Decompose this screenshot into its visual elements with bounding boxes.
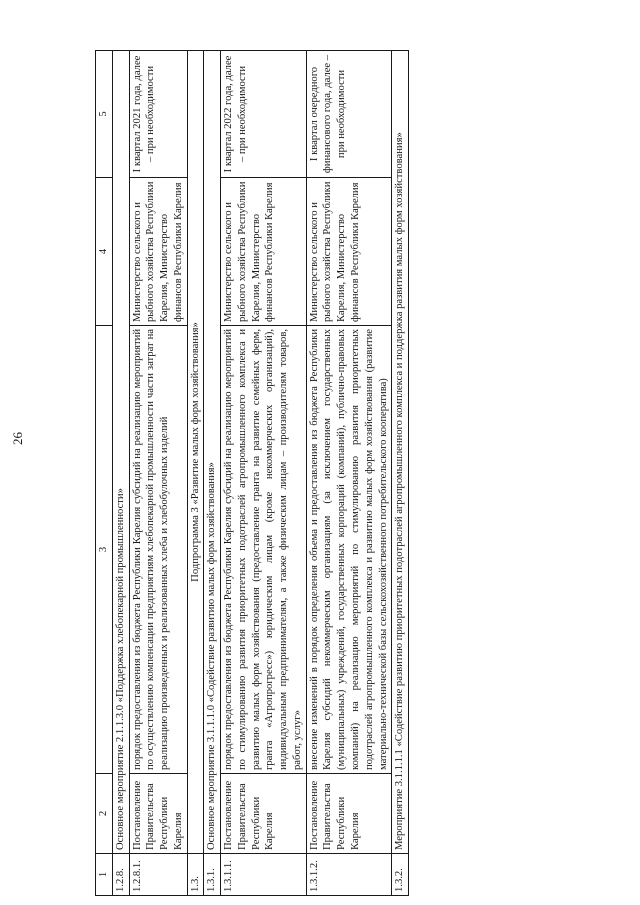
row-number: 1.2.8. [112,854,129,896]
row-number: 1.3.1. [204,854,221,896]
measure-description: порядок предоставления из бюджета Республики Карелия субсидий на реализацию мероприятий по стимулированию развития приоритетных подотраслей агропромышленного комплекса и развитию малых форм хозяйствования (предоставление гранта на развитие семейных ферм, гранта «Агропрогресс») юридическим лицам (кроме некоммерческих организаций), индивидуальным предпринимателям, а также физическим лицам – производителям товаров, работ, услуг» [221,326,307,774]
row-number: 1.3.1.2. [306,854,392,896]
table-row [129,51,187,896]
measure-description: внесение изменений в порядок определения объема и предоставления из бюджета Республики Карелия субсидий некоммерческим организациям (за исключением государственных (муниципальных) учреждений, государственных корпораций (компаний), публично-правовых компаний) на реализацию мероприятий по стимулированию развития приоритетных подотраслей агропромышленного комплекса и развитию малых форм хозяйствования (развитие материально-технической базы сельскохозяйственного потребительского кооператива) [306,326,392,774]
table-row [306,51,392,896]
measures-table [95,50,409,896]
table-row [204,51,221,896]
table-row [392,51,409,896]
document-type: Постановление Правительства Республики Карелия [129,774,187,854]
responsible-executors: Министерство сельского и рыбного хозяйства Республики Карелия, Министерство финансов Республики Карелия [129,178,187,326]
table-row [112,51,129,896]
page-number: 26 [10,432,25,445]
rotated-table-wrapper [95,51,525,896]
document-type: Постановление Правительства Республики Карелия [221,774,307,854]
header-col-5: 5 [96,51,113,178]
section-title: Основное мероприятие 2.1.1.3.0 «Поддержка хлебопекарной промышленности» [112,51,129,854]
responsible-executors: Министерство сельского и рыбного хозяйства Республики Карелия, Министерство финансов Республики Карелия [221,178,307,326]
table-row [187,51,204,896]
row-number: 1.3.1.1. [221,854,307,896]
header-col-2: 2 [96,774,113,854]
responsible-executors: Министерство сельского и рыбного хозяйства Республики Карелия, Министерство финансов Республики Карелия [306,178,392,326]
subprogram-title: Подпрограмма 3 «Развитие малых форм хозяйствования» [187,51,204,854]
row-number: 1.3.2. [392,854,409,896]
measure-description: порядок предоставления из бюджета Республики Карелия субсидий на реализацию мероприятий по осуществлению компенсации предприятиям хлебопекарной промышленности части затрат на реализацию произведенных и реализованных хлеба и хлебобулочных изделий [129,326,187,774]
header-col-4: 4 [96,178,113,326]
deadline: I квартал очередного финансового года, далее – при необходимости [306,51,392,178]
deadline: I квартал 2021 года, далее – при необходимости [129,51,187,178]
row-number: 1.3. [187,854,204,896]
header-col-1: 1 [96,854,113,896]
header-row [96,51,113,896]
table-row [221,51,307,896]
section-title: Основное мероприятие 3.1.1.1.0 «Содействие развитию малых форм хозяйствования» [204,51,221,854]
deadline: I квартал 2022 года, далее – при необходимости [221,51,307,178]
section-title: Мероприятие 3.1.1.1.1 «Содействие развитию приоритетных подотраслей агропромышленного комплекса и поддержка развития малых форм хозяйствования» [392,51,409,854]
row-number: 1.2.8.1. [129,854,187,896]
document-type: Постановление Правительства Республики Карелия [306,774,392,854]
header-col-3: 3 [96,326,113,774]
